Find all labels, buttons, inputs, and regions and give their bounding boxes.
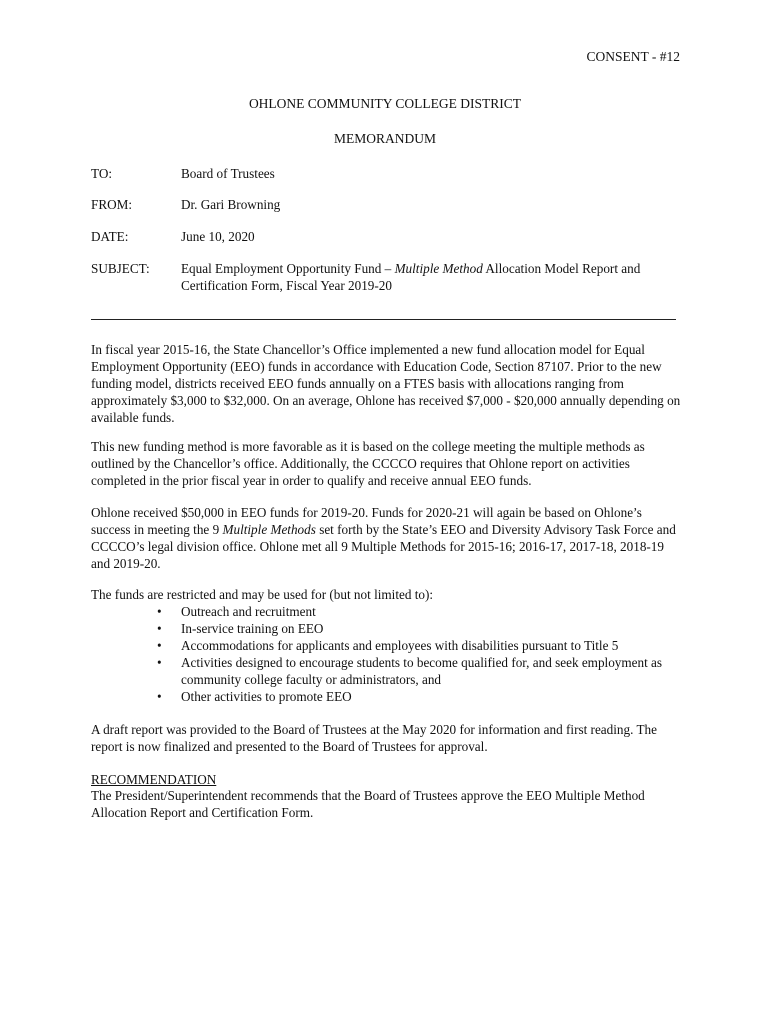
list-item — [155, 654, 680, 688]
subject-value — [181, 260, 681, 294]
bullet-icon: • — [157, 604, 162, 619]
list-item — [155, 603, 680, 620]
list-item — [155, 688, 680, 705]
paragraph-1: In fiscal year 2015-16, the State Chancellor’s Office implemented a new fund allocation model for Equal Employment Opportunity (EEO) funds in accordance with Education Code, Section 87107. Prior to the new funding model, districts received EEO funds annually on a FTES basis with allocations ranging from approximately $3,000 to $32,000. On an average, Ohlone has received $7,000 - $20,000 annually depending on available funds. — [91, 342, 681, 425]
paragraph-5: A draft report was provided to the Board of Trustees at the May 2020 for information and first reading. The report is now finalized and presented to the Board of Trustees for approval. — [91, 722, 657, 754]
consent-label: CONSENT - #12 — [586, 49, 680, 64]
date-label: DATE: — [91, 229, 129, 244]
to-label: TO: — [91, 166, 113, 181]
paragraph-3-start: Ohlone received $50,000 in EEO funds for 2019-20. Funds for 2020-21 will again be based on Ohlone’s success in meeting the 9 — [91, 505, 642, 537]
paragraph-3 — [91, 504, 681, 572]
subject-text-start: Equal Employment Opportunity Fund – — [181, 261, 395, 276]
list-item — [155, 620, 680, 637]
paragraph-3-emphasis: Multiple Methods — [222, 522, 316, 537]
list-item-text: Other activities to promote EEO — [181, 689, 352, 704]
subject-text-end: Allocation Model Report and Certification Form, Fiscal Year 2019-20 — [181, 261, 641, 293]
subject-emphasis: Multiple Method — [394, 261, 483, 276]
divider-line — [91, 319, 676, 320]
list-item — [155, 637, 680, 654]
to-value: Board of Trustees — [181, 166, 275, 181]
list-item-text: Activities designed to encourage students to become qualified for, and seek employment as community college faculty or administrators, and — [181, 655, 663, 687]
date-value: June 10, 2020 — [181, 229, 255, 244]
district-title: OHLONE COMMUNITY COLLEGE DISTRICT — [248, 96, 522, 111]
bullet-icon: • — [157, 655, 162, 670]
bullet-icon: • — [157, 638, 162, 653]
subject-label: SUBJECT: — [91, 261, 150, 276]
list-item-text: Accommodations for applicants and employees with disabilities pursuant to Title 5 — [181, 638, 619, 653]
bullet-icon: • — [157, 689, 162, 704]
paragraph-3-end: set forth by the State’s EEO and Diversity Advisory Task Force and CCCCO’s legal division office. Ohlone met all 9 Multiple Methods for 2015-16; 2016-17, 2017-18, 2018-19 and 2019-20. — [91, 522, 676, 571]
recommendation-text: The President/Superintendent recommends that the Board of Trustees approve the EEO Multiple Method Allocation Report and Certification Form. — [91, 788, 645, 820]
from-label: FROM: — [91, 197, 133, 212]
bullet-list — [155, 603, 680, 705]
paragraph-2: This new funding method is more favorable as it is based on the college meeting the multiple methods as outlined by the Chancellor’s office. Additionally, the CCCCO requires that Ohlone report on activities completed in the prior fiscal year in order to qualify and receive annual EEO funds. — [91, 439, 645, 488]
bullet-icon: • — [157, 621, 162, 636]
paragraph-4: The funds are restricted and may be used for (but not limited to): — [91, 587, 434, 602]
list-item-text: Outreach and recruitment — [181, 604, 316, 619]
recommendation-heading: RECOMMENDATION — [91, 772, 217, 787]
list-item-text: In-service training on EEO — [181, 621, 324, 636]
memo-title: MEMORANDUM — [333, 131, 436, 146]
from-value: Dr. Gari Browning — [181, 197, 281, 212]
